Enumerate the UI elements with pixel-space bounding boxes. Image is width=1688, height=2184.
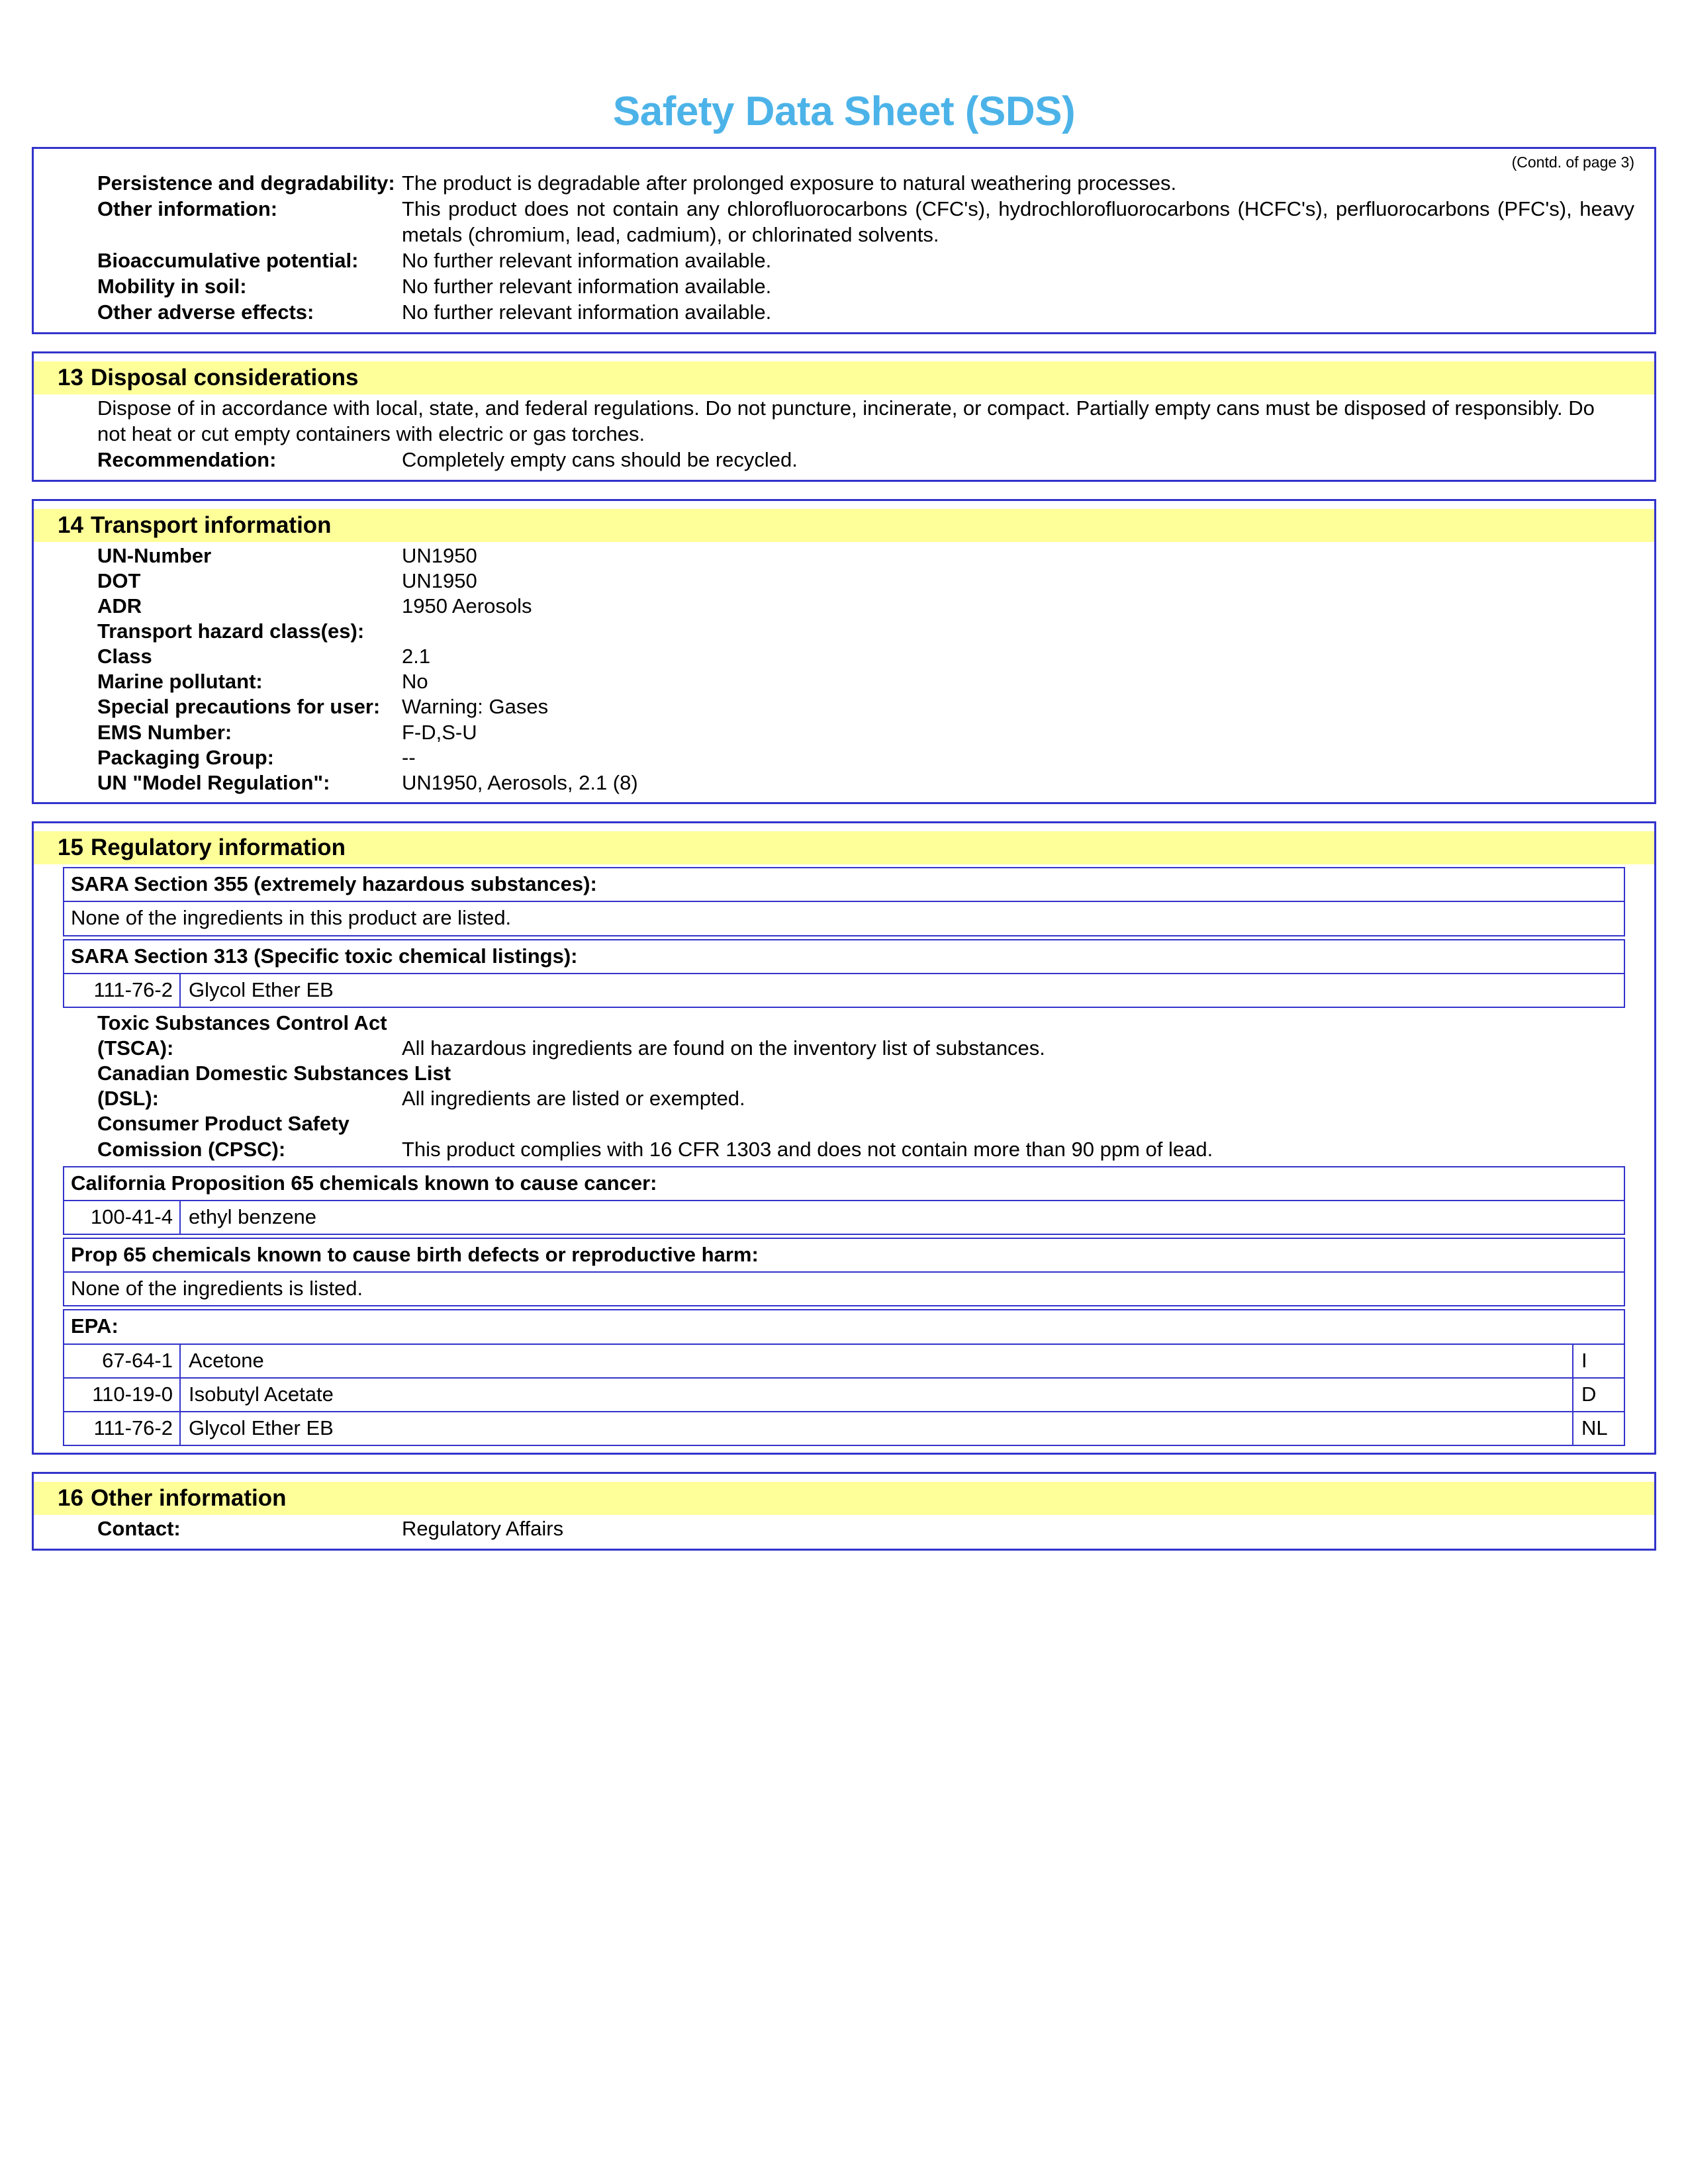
row-value: No further relevant information available. [402,248,772,272]
sara-355-table [63,867,1625,936]
row-value: No further relevant information available. [402,274,772,298]
row-tsca [34,1036,1654,1061]
row-value: F-D,S-U [402,720,477,744]
row-value: Warning: Gases [402,695,549,719]
section-13-body: Dispose of in accordance with local, state, and federal regulations. Do not puncture, incinerate, or compact. Partially empty cans must be disposed of responsibly. Do not heat or cut empty containers with electric or gas torches. [97,396,1595,445]
table-row [64,940,1624,974]
sara-355-note: None of the ingredients in this product are listed. [71,906,512,930]
row-un-model-regulation [34,770,1654,796]
prop65-cancer-table [63,1166,1625,1235]
row-label: Transport hazard class(es): [97,619,365,643]
row-value: Completely empty cans should be recycled. [402,447,798,471]
cas-number: 110-19-0 [64,1379,181,1411]
row-dsl [34,1086,1654,1111]
chemical-name: Acetone [189,1348,264,1372]
section-15-header [34,831,1654,864]
row-label: (TSCA): [97,1036,174,1060]
row-value: Regulatory Affairs [402,1517,564,1541]
row-value: 2.1 [402,645,431,668]
row-label: EMS Number: [97,720,232,744]
sara-313-table [63,939,1625,1008]
prop65-repro-table [63,1238,1625,1306]
table-row [64,1310,1624,1344]
row-label: Bioaccumulative potential: [97,248,359,272]
row-value: All hazardous ingredients are found on the inventory list of substances. [402,1036,1045,1060]
table-row [64,1273,1624,1306]
table-row [64,1345,1624,1379]
row-label: Other adverse effects: [97,300,314,324]
row-dot [34,569,1654,594]
table-row [64,902,1624,936]
row-value: UN1950, Aerosols, 2.1 (8) [402,770,638,794]
row-label: Packaging Group: [97,745,274,769]
section-13-box [32,351,1656,482]
epa-code: NL [1572,1412,1624,1445]
section-13-header [34,361,1654,394]
section-number: 15 [58,834,83,860]
row-cpsc [34,1137,1654,1162]
row-cpsc-line1 [34,1111,1654,1136]
continuation-note: (Contd. of page 3) [1511,154,1634,171]
row-value: No [402,670,428,694]
prop65-cancer-header: California Proposition 65 chemicals known to cause cancer: [71,1171,657,1195]
row-label: Persistence and degradability: [97,171,395,195]
table-row [64,1201,1624,1235]
section-number: 16 [58,1485,83,1512]
row-label: Contact: [97,1517,181,1541]
row-packaging-group [34,745,1654,770]
row-label: Mobility in soil: [97,274,247,298]
row-other-information [34,197,1654,248]
row-label: Canadian Domestic Substances List [97,1062,451,1085]
epa-table [63,1309,1625,1446]
row-label: DOT [97,569,141,592]
row-label: ADR [97,594,142,617]
row-un-number [34,543,1654,569]
row-adr [34,594,1654,619]
row-value: UN1950 [402,569,477,592]
row-tsca-line1 [34,1011,1654,1036]
row-value: The product is degradable after prolonged exposure to natural weathering processes. [402,171,1177,195]
row-value: This product does not contain any chlorofluorocarbons (CFC's), hydrochlorofluorocarbons (HCFC's), perfluorocarbons (PFC's), heavy metals (chromium, lead, cadmium), or chlorinated solvents. [402,197,1634,247]
epa-header: EPA: [71,1314,118,1338]
table-row [64,1239,1624,1273]
row-marine-pollutant [34,669,1654,694]
section-title: Other information [90,1485,287,1512]
row-label: Toxic Substances Control Act [97,1011,387,1034]
cas-number: 67-64-1 [64,1345,181,1377]
epa-code: I [1572,1345,1624,1377]
section-title: Regulatory information [90,834,346,860]
row-transport-hazard-classes [34,619,1654,644]
section-title: Transport information [90,512,332,538]
row-value: UN1950 [402,543,477,567]
epa-code: D [1572,1379,1624,1411]
row-ems-number [34,720,1654,745]
table-row [64,1412,1624,1446]
section-number: 13 [58,364,83,390]
section-14-box [32,499,1656,804]
section-12-continued-box [32,147,1656,334]
row-label: (DSL): [97,1087,159,1111]
chemical-name: Glycol Ether EB [189,978,334,1001]
row-label: Class [97,645,152,668]
row-label: UN-Number [97,543,212,567]
row-value: This product complies with 16 CFR 1303 and does not contain more than 90 ppm of lead. [402,1137,1213,1161]
chemical-name: Glycol Ether EB [189,1416,334,1439]
section-15-box [32,821,1656,1455]
prop65-repro-header: Prop 65 chemicals known to cause birth defects or reproductive harm: [71,1243,759,1266]
table-row [64,1167,1624,1201]
cas-number: 111-76-2 [64,974,181,1007]
cas-number: 100-41-4 [64,1201,181,1234]
row-other-adverse-effects [34,300,1654,326]
chemical-name: Isobutyl Acetate [189,1382,334,1406]
cas-number: 111-76-2 [64,1412,181,1445]
page-title: Safety Data Sheet (SDS) [612,89,1076,134]
row-mobility-in-soil [34,274,1654,300]
regulatory-acts-group [34,1008,1654,1163]
row-value: 1950 Aerosols [402,594,532,617]
row-value: -- [402,745,416,769]
section-16-header [34,1482,1654,1515]
row-recommendation [34,447,1654,473]
row-label: Special precautions for user: [97,695,381,719]
chemical-name: ethyl benzene [189,1205,317,1228]
row-label: UN "Model Regulation": [97,770,330,794]
section-16-box [32,1472,1656,1551]
table-row [64,868,1624,902]
row-label: Other information: [97,197,278,221]
row-label: Comission (CPSC): [97,1137,286,1161]
table-row [64,1379,1624,1412]
row-contact [34,1516,1654,1542]
row-value: No further relevant information available. [402,300,772,324]
section-title: Disposal considerations [90,364,359,390]
row-bioaccumulative-potential [34,248,1654,274]
sara-313-header: SARA Section 313 (Specific toxic chemical listings): [71,944,578,968]
row-label: Marine pollutant: [97,670,263,694]
table-row [64,974,1624,1008]
row-class [34,644,1654,669]
row-special-precautions [34,694,1654,719]
prop65-repro-note: None of the ingredients is listed. [71,1277,363,1300]
section-number: 14 [58,512,83,538]
row-label: Consumer Product Safety [97,1112,350,1136]
row-persistence-and-degradability [34,171,1654,197]
section-14-header [34,509,1654,542]
row-label: Recommendation: [97,447,277,471]
sara-355-header: SARA Section 355 (extremely hazardous substances): [71,872,597,896]
row-value: All ingredients are listed or exempted. [402,1087,745,1111]
row-dsl-line1 [34,1061,1654,1086]
